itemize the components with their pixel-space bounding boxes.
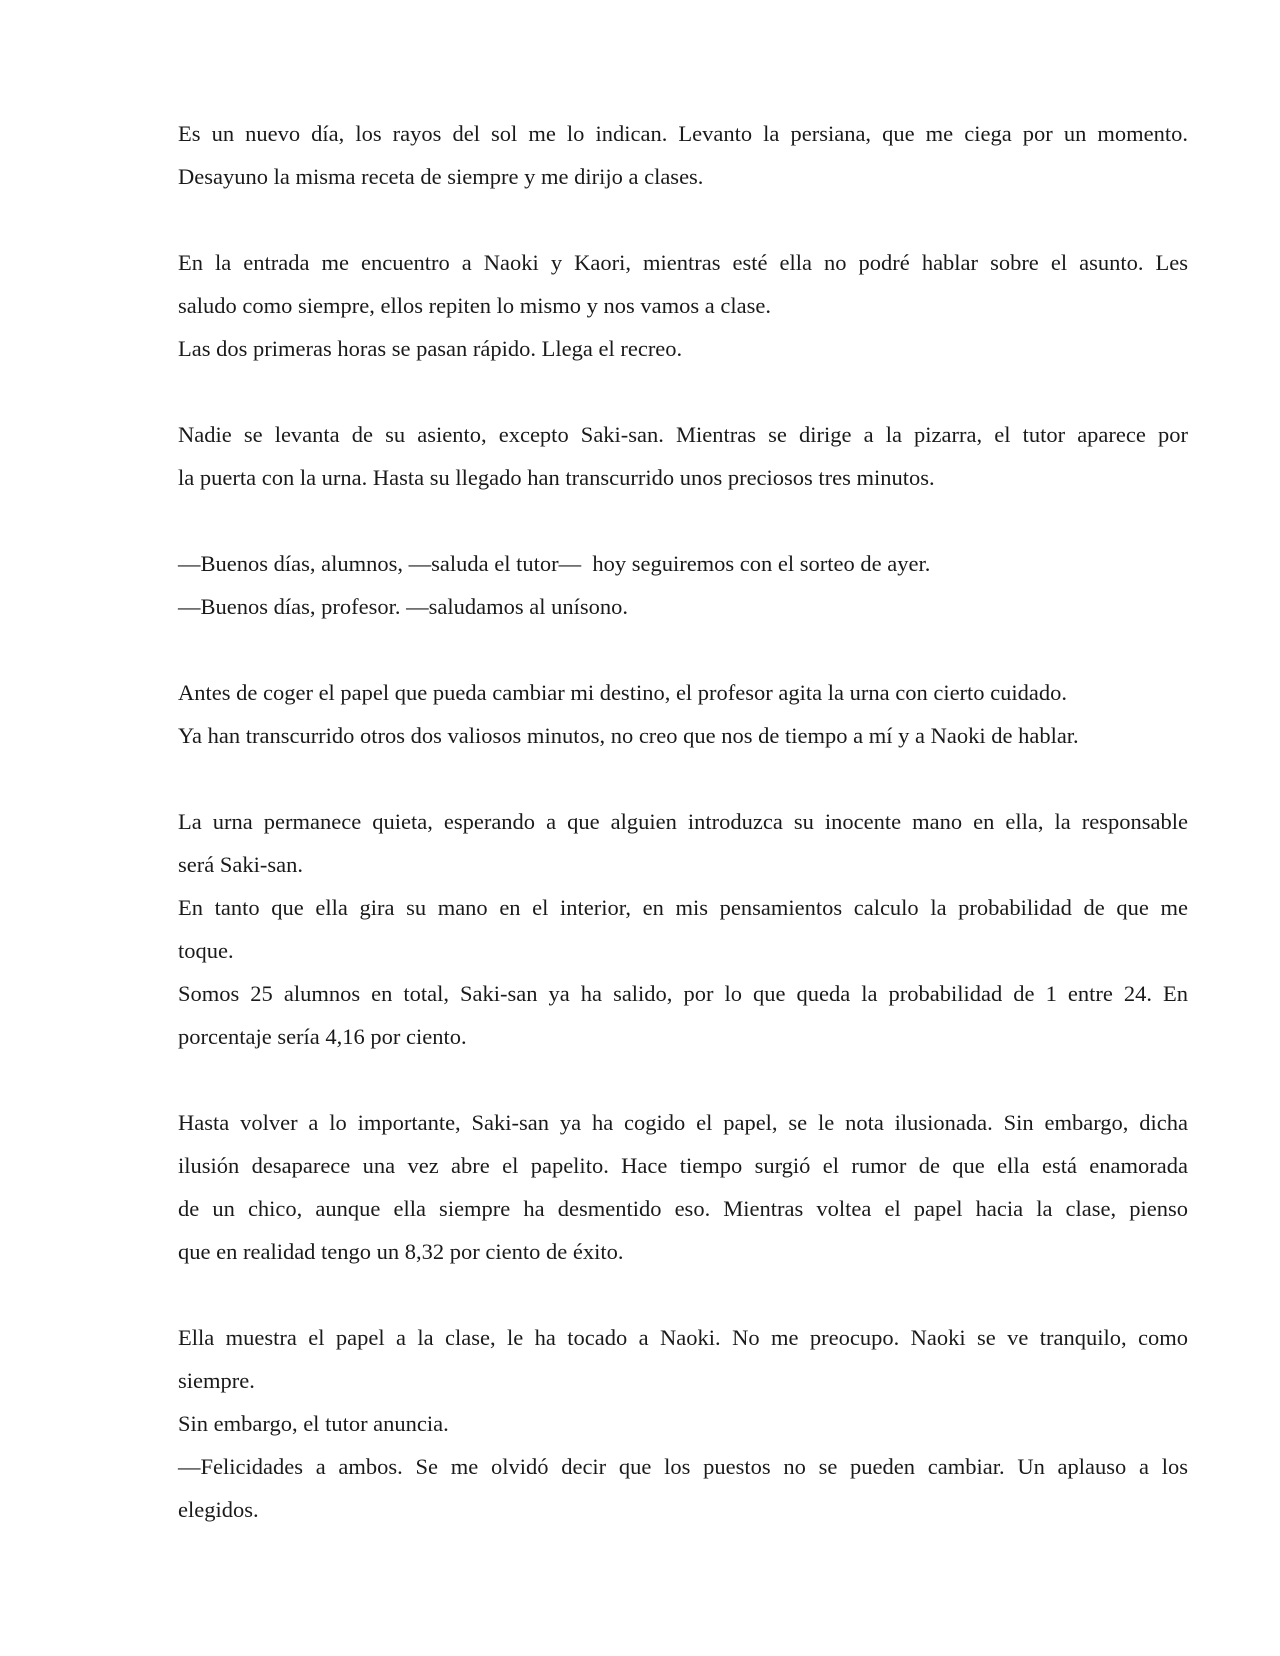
paragraph	[178, 1316, 1188, 1531]
paragraph	[178, 241, 1188, 370]
text-line: la puerta con la urna. Hasta su llegado han transcurrido unos preciosos tres minutos.	[178, 464, 935, 490]
text-line: En la entrada me encuentro a Naoki y Kaori, mientras esté ella no podré hablar sobre el asunto. Les	[178, 249, 1188, 275]
text-line: En tanto que ella gira su mano en el interior, en mis pensamientos calculo la probabilidad de que me	[178, 894, 1188, 920]
paragraph	[178, 413, 1188, 499]
dialogue	[178, 542, 1188, 628]
text-line: Sin embargo, el tutor anuncia.	[178, 1410, 449, 1436]
text-line: será Saki-san.	[178, 851, 303, 877]
paragraph	[178, 112, 1188, 198]
text-line: siempre.	[178, 1367, 255, 1393]
text-line: de un chico, aunque ella siempre ha desmentido eso. Mientras voltea el papel hacia la clase, pienso	[178, 1195, 1188, 1221]
text-line: Somos 25 alumnos en total, Saki-san ya ha salido, por lo que queda la probabilidad de 1 entre 24. En	[178, 980, 1188, 1006]
text-line: Hasta volver a lo importante, Saki-san ya ha cogido el papel, se le nota ilusionada. Sin embargo, dicha	[178, 1109, 1188, 1135]
text-line: Es un nuevo día, los rayos del sol me lo indican. Levanto la persiana, que me ciega por un momento.	[178, 120, 1188, 146]
text-line: toque.	[178, 937, 234, 963]
text-line: Antes de coger el papel que pueda cambiar mi destino, el profesor agita la urna con cierto cuidado.	[178, 679, 1068, 705]
text-line: Nadie se levanta de su asiento, excepto Saki-san. Mientras se dirige a la pizarra, el tutor aparece por	[178, 421, 1188, 447]
text-line: saludo como siempre, ellos repiten lo mismo y nos vamos a clase.	[178, 292, 772, 318]
text-line: porcentaje sería 4,16 por ciento.	[178, 1023, 467, 1049]
text-line: Desayuno la misma receta de siempre y me dirijo a clases.	[178, 163, 704, 189]
text-line: —Buenos días, profesor. —saludamos al unísono.	[178, 593, 628, 619]
text-line: que en realidad tengo un 8,32 por ciento de éxito.	[178, 1238, 624, 1264]
text-line: Ella muestra el papel a la clase, le ha tocado a Naoki. No me preocupo. Naoki se ve tranquilo, como	[178, 1324, 1188, 1350]
text-line: elegidos.	[178, 1496, 259, 1522]
text-line: —Buenos días, alumnos, —saluda el tutor— hoy seguiremos con el sorteo de ayer.	[178, 550, 931, 576]
text-line: ilusión desaparece una vez abre el papelito. Hace tiempo surgió el rumor de que ella está enamorada	[178, 1152, 1188, 1178]
paragraph	[178, 671, 1188, 757]
text-line: Ya han transcurrido otros dos valiosos minutos, no creo que nos de tiempo a mí y a Naoki de hablar.	[178, 722, 1079, 748]
text-line: Las dos primeras horas se pasan rápido. Llega el recreo.	[178, 335, 683, 361]
document-body	[178, 112, 1188, 1531]
paragraph	[178, 800, 1188, 1058]
text-line: —Felicidades a ambos. Se me olvidó decir que los puestos no se pueden cambiar. Un aplauso a los	[178, 1453, 1188, 1479]
paragraph	[178, 1101, 1188, 1273]
text-line: La urna permanece quieta, esperando a que alguien introduzca su inocente mano en ella, la responsable	[178, 808, 1188, 834]
